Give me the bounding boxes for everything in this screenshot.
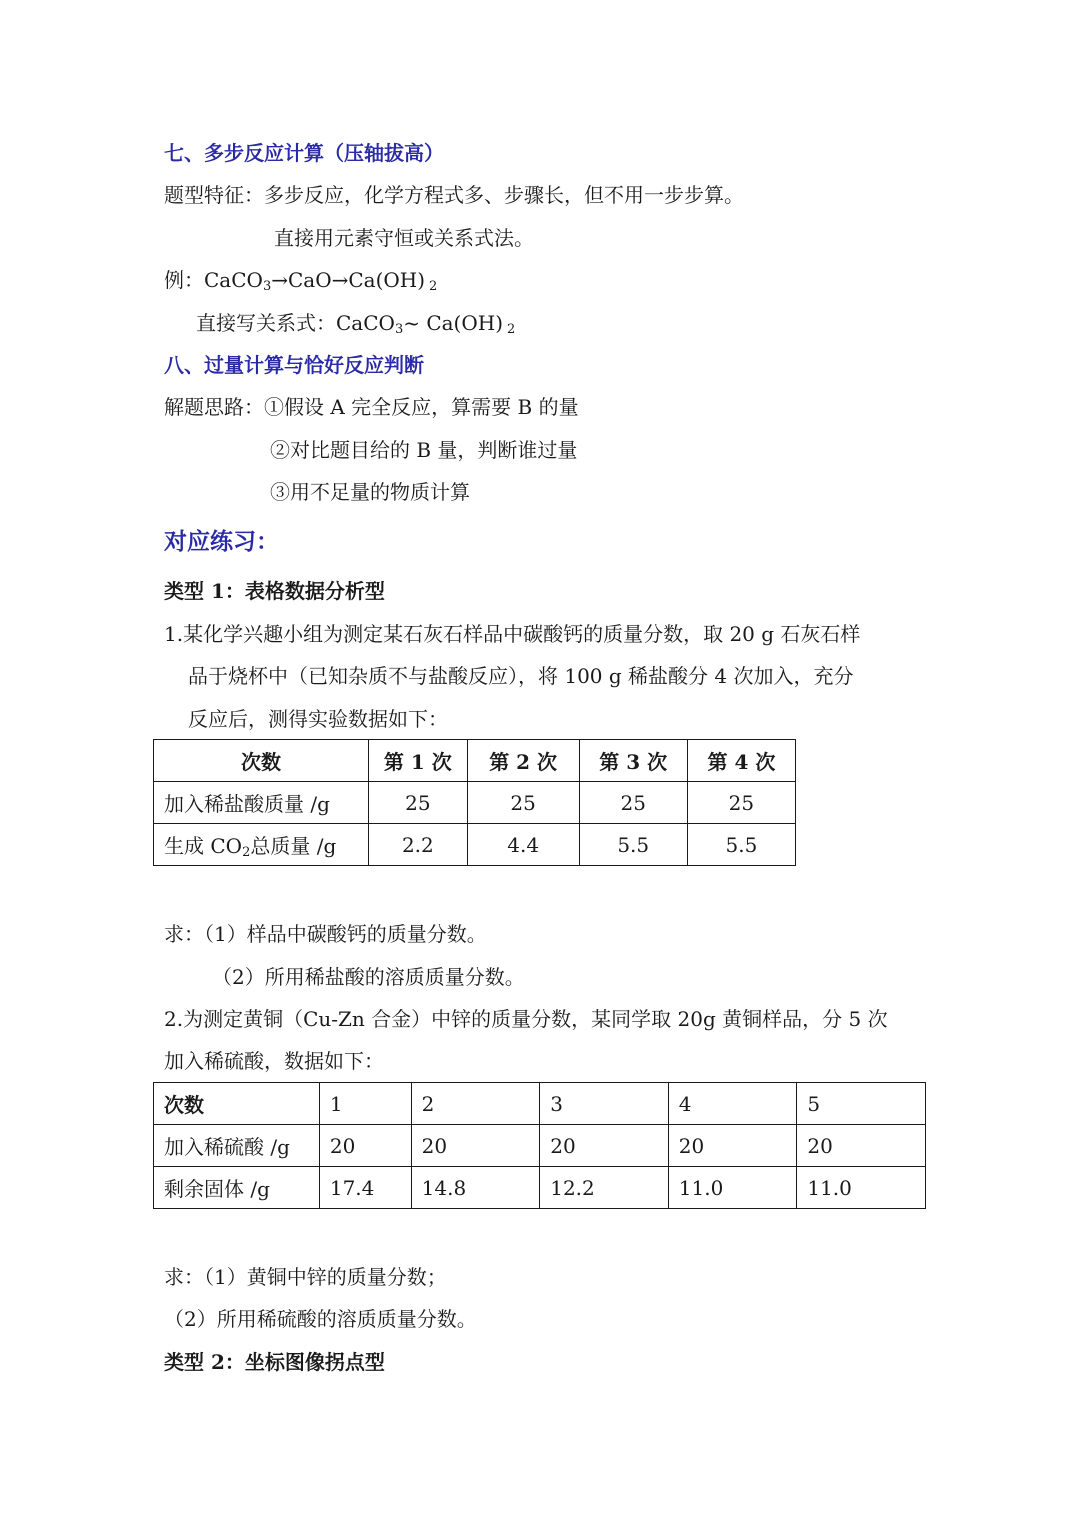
table-row — [154, 1167, 926, 1209]
table-cell: 5.5 — [579, 824, 687, 866]
table-row — [154, 782, 796, 824]
co2-label-part: 总质量 /g — [250, 834, 337, 858]
q1-line-1: 1.某化学兴趣小组为测定某石灰石样品中碳酸钙的质量分数，取 20 g 石灰石样 — [164, 622, 861, 646]
table-cell: 20 — [411, 1125, 540, 1167]
table-cell: 25 — [579, 782, 687, 824]
table-cell: 25 — [467, 782, 579, 824]
section7-feature: 题型特征：多步反应，化学方程式多、步骤长，但不用一步步算。 — [164, 183, 744, 207]
table-cell: 11.0 — [797, 1167, 926, 1209]
table-cell: 11.0 — [668, 1167, 797, 1209]
step-text: ①假设 A 完全反应，算需要 B 的量 — [264, 395, 579, 419]
q1-line-2: 品于烧杯中（已知杂质不与盐酸反应），将 100 g 稀盐酸分 4 次加入，充分 — [188, 664, 854, 688]
section7-example — [164, 266, 437, 294]
table-cell: 5.5 — [687, 824, 795, 866]
table-cell: 第 3 次 — [579, 740, 687, 782]
co2-label-sub: 2 — [242, 845, 251, 860]
table-cell: 20 — [668, 1125, 797, 1167]
q2-line-2: 加入稀硫酸，数据如下： — [164, 1049, 384, 1073]
type1-title: 类型 1：表格数据分析型 — [164, 579, 385, 603]
co2-label-part: 生成 CO — [164, 834, 243, 858]
section7-relation — [196, 309, 515, 337]
example-formula-part: →CaO→Ca(OH) — [271, 268, 426, 292]
section8-title: 八、过量计算与恰好反应判断 — [164, 353, 424, 377]
table-cell: 次数 — [154, 740, 369, 782]
q2-data-table — [153, 1082, 926, 1209]
q1-ask-1: 求：（1）样品中碳酸钙的质量分数。 — [164, 922, 487, 946]
table-cell: 5 — [797, 1083, 926, 1125]
table-row — [154, 1125, 926, 1167]
section7-method: 直接用元素守恒或关系式法。 — [274, 226, 534, 250]
practice-heading: 对应练习： — [164, 528, 279, 555]
relation-label: 直接写关系式： — [196, 311, 336, 335]
table-header-row — [154, 1083, 926, 1125]
table-cell: 20 — [797, 1125, 926, 1167]
table-cell: 第 2 次 — [467, 740, 579, 782]
table-cell: 2.2 — [369, 824, 468, 866]
q1-data-table — [153, 739, 796, 866]
relation-formula-sub: 2 — [507, 322, 516, 337]
q1-line-3: 反应后，测得实验数据如下： — [188, 707, 448, 731]
table-cell: 3 — [540, 1083, 669, 1125]
table-cell — [154, 824, 369, 866]
table-cell: 25 — [687, 782, 795, 824]
table-cell: 12.2 — [540, 1167, 669, 1209]
section7-title: 七、多步反应计算（压轴拔高） — [164, 141, 444, 165]
q2-ask-1: 求：（1）黄铜中锌的质量分数； — [164, 1265, 447, 1289]
table-cell: 加入稀盐酸质量 /g — [154, 782, 369, 824]
relation-formula-part: ~ Ca(OH) — [403, 311, 504, 335]
type2-title: 类型 2：坐标图像拐点型 — [164, 1350, 385, 1374]
example-formula-part: CaCO — [204, 268, 263, 292]
example-formula-sub: 2 — [429, 279, 438, 294]
relation-formula-sub: 3 — [394, 322, 404, 337]
table-cell: 17.4 — [319, 1167, 411, 1209]
q2-ask-2: （2）所用稀硫酸的溶质质量分数。 — [164, 1307, 477, 1331]
table-cell: 1 — [319, 1083, 411, 1125]
example-label: 例： — [164, 268, 204, 292]
table-header-row — [154, 740, 796, 782]
q2-line-1: 2.为测定黄铜（Cu-Zn 合金）中锌的质量分数，某同学取 20g 黄铜样品，分 5 次 — [164, 1007, 888, 1031]
q1-ask-2: （2）所用稀盐酸的溶质质量分数。 — [212, 965, 525, 989]
table-cell: 第 4 次 — [687, 740, 795, 782]
table-cell: 剩余固体 /g — [154, 1167, 320, 1209]
table-cell: 14.8 — [411, 1167, 540, 1209]
steps-label: 解题思路： — [164, 395, 264, 419]
table-cell: 20 — [319, 1125, 411, 1167]
table-row — [154, 824, 796, 866]
table-cell: 25 — [369, 782, 468, 824]
section8-step-3: ③用不足量的物质计算 — [270, 480, 470, 504]
table-cell: 2 — [411, 1083, 540, 1125]
section8-step-2: ②对比题目给的 B 量，判断谁过量 — [270, 438, 578, 462]
table-cell: 加入稀硫酸 /g — [154, 1125, 320, 1167]
example-formula-sub: 3 — [262, 279, 272, 294]
section8-step-1 — [164, 393, 579, 421]
relation-formula-part: CaCO — [336, 311, 395, 335]
table-cell: 次数 — [154, 1083, 320, 1125]
table-cell: 20 — [540, 1125, 669, 1167]
table-cell: 4 — [668, 1083, 797, 1125]
table-cell: 4.4 — [467, 824, 579, 866]
table-cell: 第 1 次 — [369, 740, 468, 782]
